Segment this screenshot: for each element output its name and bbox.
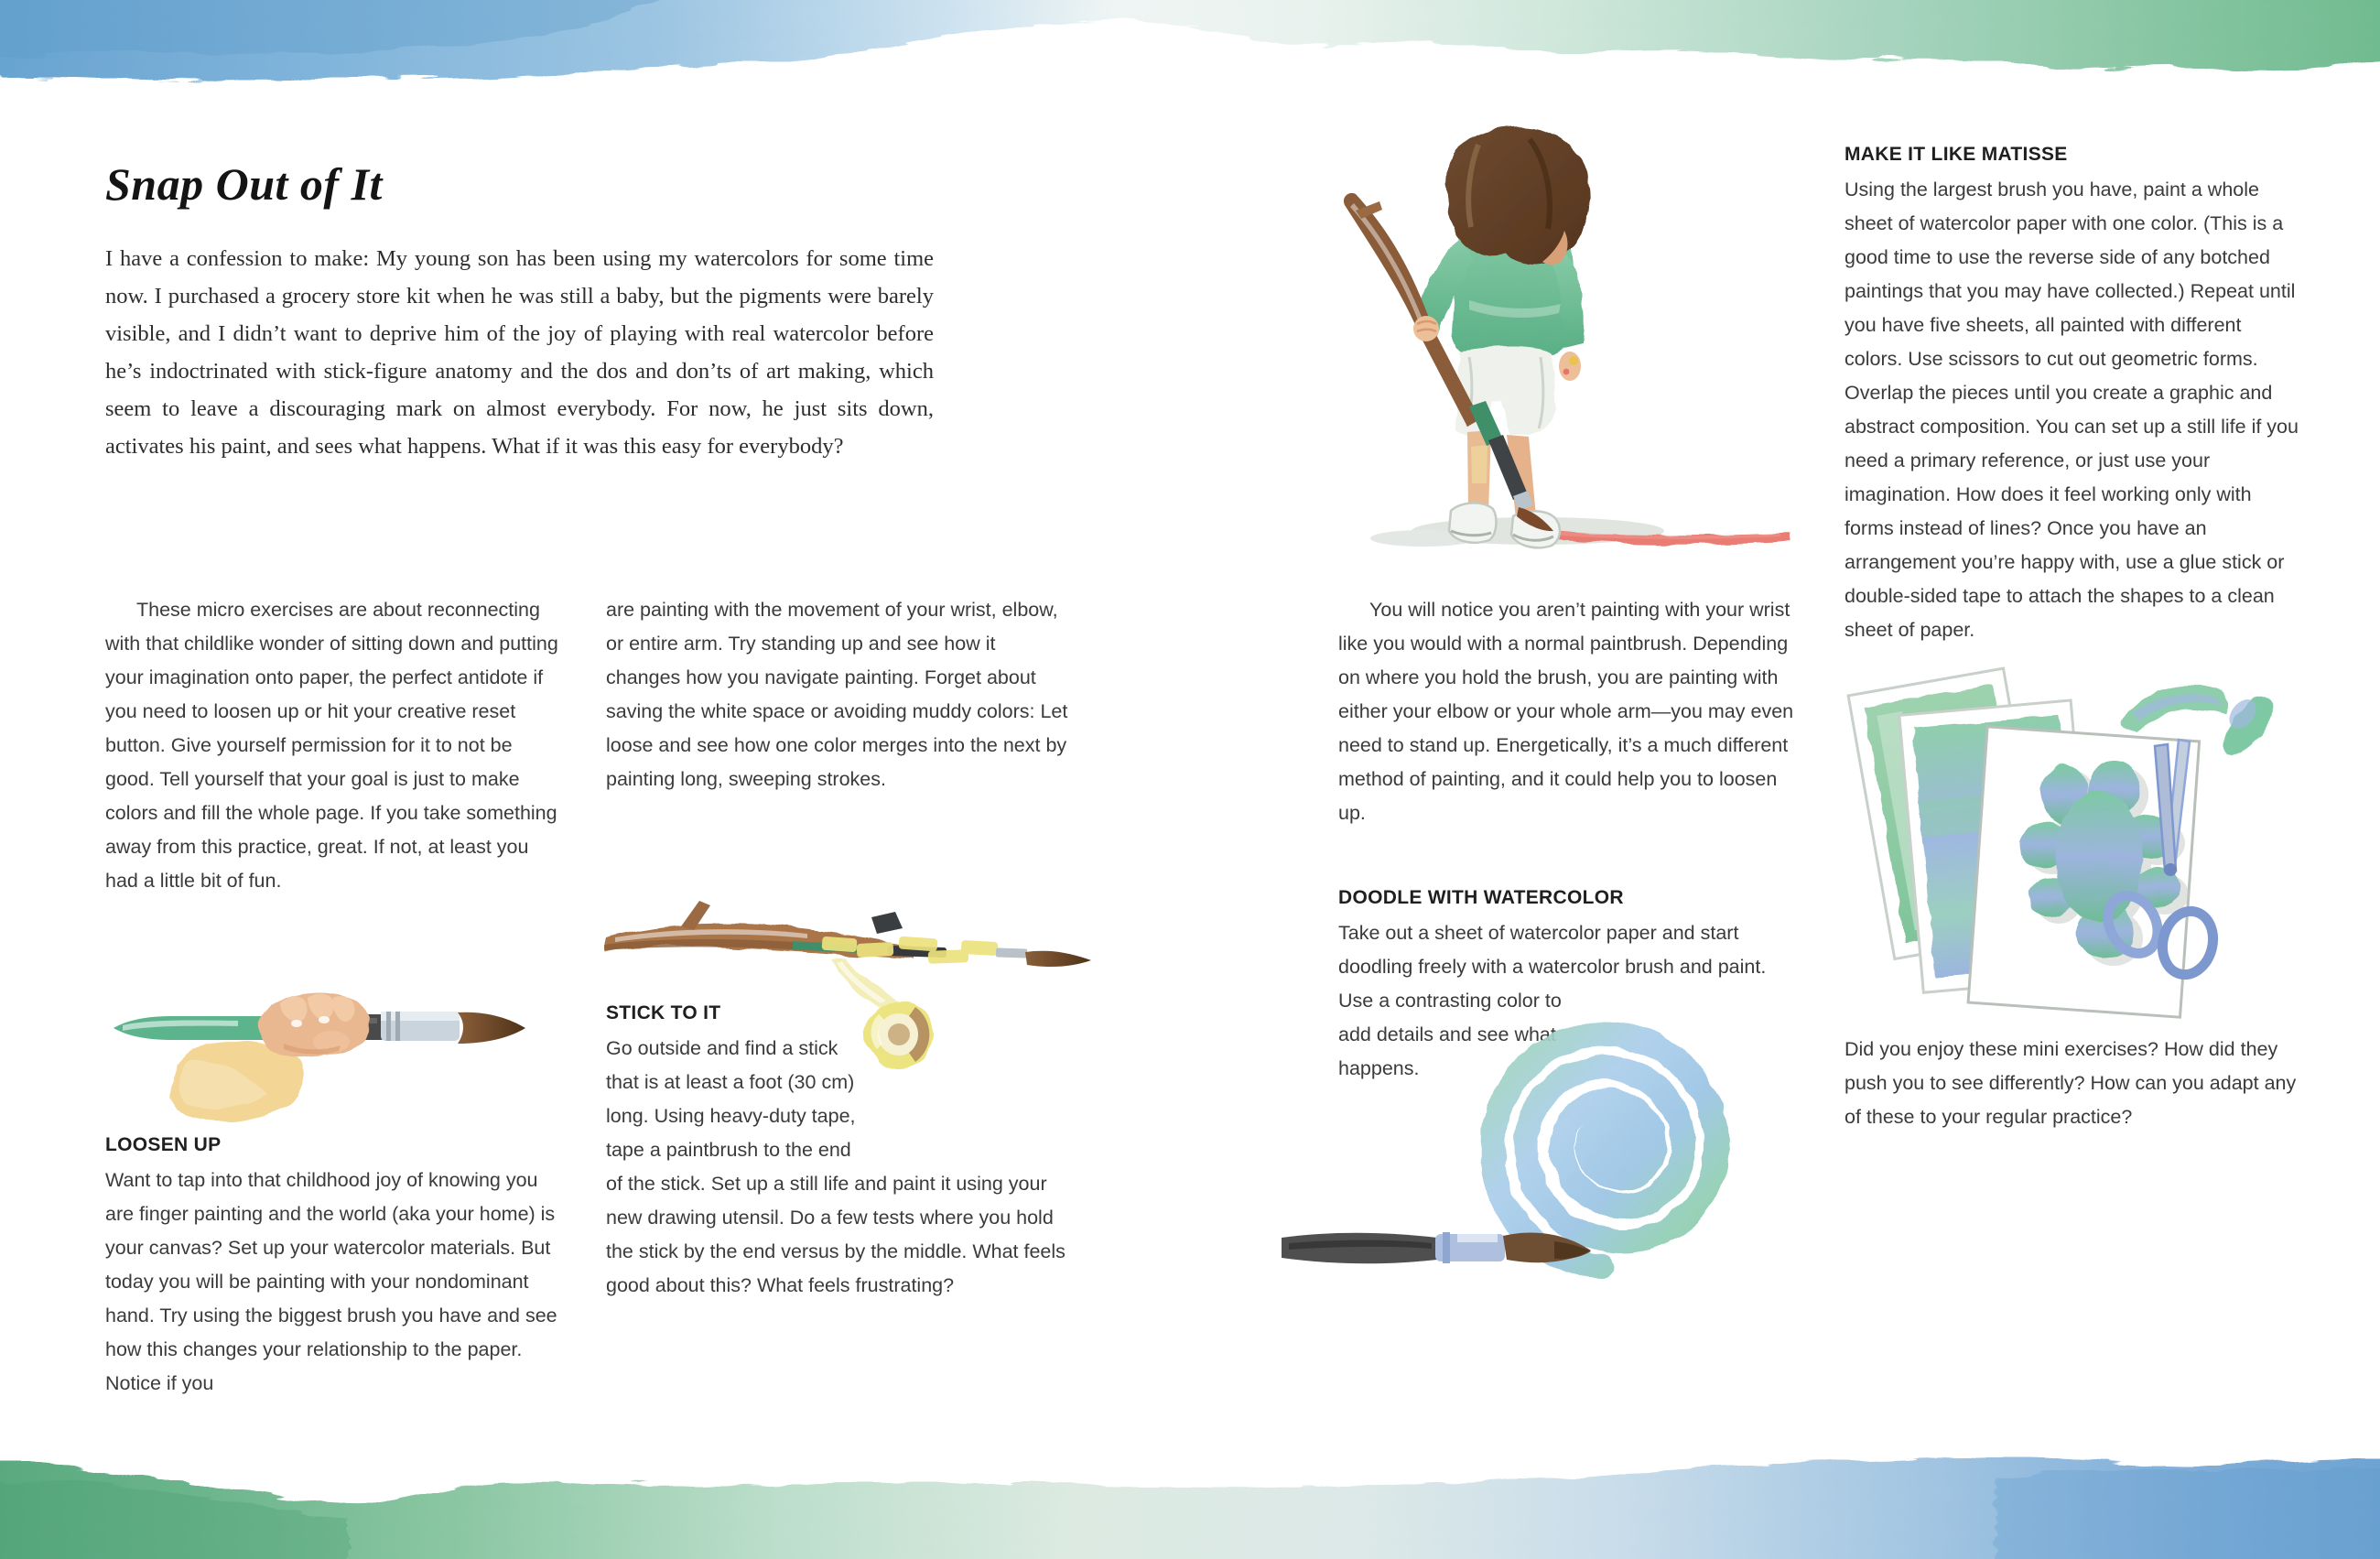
wrap-spacer xyxy=(859,1032,1069,1134)
section-body-wrap xyxy=(606,1032,1069,1303)
bottom-watercolor-band xyxy=(0,1428,2380,1559)
section-body: Go outside and find a stick that is at least a foot (30 cm) long. Using heavy-duty tape, tape a paintbrush to the end of the stick. Set up a still life and paint it using your new drawing utensil. Do a few tests where you hold the stick by the end versus by the middle. What feels good about this? What feels frustrating? xyxy=(606,1037,1066,1296)
page-title: Snap Out of It xyxy=(105,158,383,210)
section-body-wrap xyxy=(1338,916,1801,1086)
column2-paragraph: are painting with the movement of your wrist, elbow, or entire arm. Try standing up and see how it changes how you navigate painting. Forget about saving the white space or avoiding muddy colors: Let loose and see how one color merges into the next by painting long, sweeping strokes. xyxy=(606,599,1068,790)
section-heading: LOOSEN UP xyxy=(105,1134,222,1155)
section-matisse xyxy=(1844,137,2302,647)
column3-paragraph: You will notice you aren’t painting with your wrist like you would with a normal paintbrush. Depending on where you hold the brush, you are painting with either your elbow or your whole arm—you may even need to stand up. Energetically, it’s a much different method of painting, and it could help you to loosen up. xyxy=(1338,599,1794,824)
section-loosen-up xyxy=(105,1128,563,1401)
section-stick-to-it xyxy=(606,996,1069,1303)
section-doodle xyxy=(1338,881,1801,1132)
section-heading: STICK TO IT xyxy=(606,1002,721,1023)
section-body: Using the largest brush you have, paint a whole sheet of watercolor paper with one color. (This is a good time to use the reverse side of any botched paintings that you may have collected.) Repeat until you have five sheets, all painted with different colors. Use scissors to cut out geometric forms. Overlap the pieces until you create a graphic and abstract composition. You can set up a still life if you need a primary reference, or just use your imagination. How does it feel working only with forms instead of lines? Once you have an arrangement you’re happy with, use a glue stick or double-sided tape to attach the shapes to a clean sheet of paper. xyxy=(1844,179,2299,641)
section-heading: DOODLE WITH WATERCOLOR xyxy=(1338,887,1624,908)
intro-paragraph: I have a confession to make: My young son has been using my watercolors for some time now. I purchased a grocery store kit when he was still a baby, but the pigments were barely visible, and I didn’t want to deprive him of the joy of playing with real watercolor before he’s indoctrinated with stick-figure anatomy and the dos and don’ts of art making, which seem to leave a discouraging mark on almost everybody. For now, he just sits down, activates his paint, and sees what happens. What if it was this easy for everybody? xyxy=(105,246,934,459)
scissors-icon xyxy=(2098,740,2219,980)
section-body: Take out a sheet of watercolor paper and start doodling freely with a watercolor brush and paint. Use a contrasting color to add details and see what happens. xyxy=(1338,922,1767,1079)
wrap-spacer xyxy=(1568,916,1801,1132)
section-body: Want to tap into that childhood joy of knowing you are finger painting and the world (aka your home) is your canvas? Set up your watercolor materials. But today you will be painting with your nondominant hand. Try using the biggest brush you have and see how this changes your relationship to the paper. Notice if you xyxy=(105,1169,557,1394)
boy-painting-illustration xyxy=(1323,117,1808,568)
closing-paragraph: Did you enjoy these mini exercises? How did they push you to see differently? How can you adapt any of these to your regular practice? xyxy=(1844,1038,2297,1128)
section-heading: MAKE IT LIKE MATISSE xyxy=(1844,144,2068,165)
matisse-collage-illustration xyxy=(1847,657,2288,1025)
top-watercolor-band xyxy=(0,0,2380,92)
column1-paragraph: These micro exercises are about reconnecting with that childlike wonder of sitting down and putting your imagination onto paper, the perfect antidote if you need to loosen up or hit your creative reset button. Give yourself permission for it to not be good. Tell yourself that your goal is just to make colors and fill the whole page. If you take something away from this practice, great. If not, at least you had a little bit of fun. xyxy=(105,599,558,892)
hand-holding-brush-illustration xyxy=(101,959,536,1129)
